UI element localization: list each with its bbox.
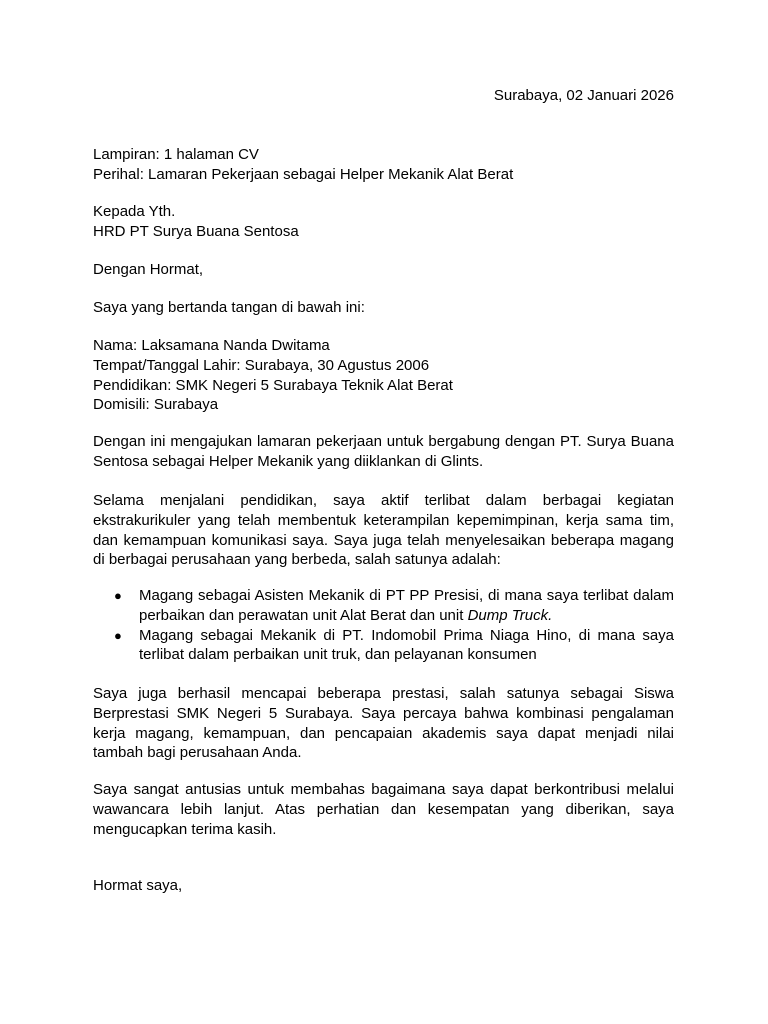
- letter-header-info: [93, 145, 674, 185]
- closing-signoff: Hormat saya,: [93, 877, 183, 894]
- intro-line: Saya yang bertanda tangan di bawah ini:: [93, 299, 365, 316]
- recipient-name: HRD PT Surya Buana Sentosa: [93, 222, 299, 240]
- letter-date: Surabaya, 02 Januari 2026: [493, 87, 674, 104]
- lampiran-line: Lampiran: 1 halaman CV: [93, 146, 259, 163]
- identity-domisili: Domisili: Surabaya: [93, 396, 219, 414]
- paragraph-application: Dengan ini mengajukan lamaran pekerjaan untuk bergabung dengan PT. Surya Buana Sentosa sebagai Helper Mekanik yang diiklankan di Glints.: [93, 433, 674, 470]
- identity-ttl: Tempat/Tanggal Lahir: Surabaya, 30 Agustus 2006: [93, 356, 430, 374]
- list-item: [93, 586, 674, 626]
- recipient-block: [93, 202, 674, 242]
- paragraph-achievement: Saya juga berhasil mencapai beberapa prestasi, salah satunya sebagai Siswa Berprestasi SMK Negeri 5 Surabaya. Saya percaya bahwa kombinasi pengalaman kerja magang, kemampuan, dan pencapaian akademis saya dapat menjadi nilai tambah bagi perusahaan Anda.: [93, 685, 674, 762]
- recipient-greeting: Kepada Yth.: [93, 203, 176, 220]
- identity-block: [93, 336, 674, 415]
- list-item-emphasis: Dump Truck.: [467, 606, 553, 624]
- paragraph-experience: Selama menjalani pendidikan, saya aktif terlibat dalam berbagai kegiatan ekstrakurikuler yang telah membentuk keterampilan kepemimpinan, kerja sama tim, dan kemampuan komunikasi saya. Saya juga telah menyelesaikan beberapa magang di berbagai perusahaan yang berbeda, salah satunya adalah:: [93, 492, 674, 569]
- internship-list: [93, 586, 674, 665]
- list-item: [93, 626, 674, 666]
- bullet-icon: ●: [114, 627, 122, 643]
- identity-nama: Nama: Laksamana Nanda Dwitama: [93, 337, 330, 354]
- list-item-text: Magang sebagai Asisten Mekanik di PT PP Presisi, di mana saya terlibat dalam perbaikan dan perawatan unit Alat Berat dan unit: [139, 587, 674, 624]
- list-item-text: Magang sebagai Mekanik di PT. Indomobil Prima Niaga Hino, di mana saya terlibat dalam perbaikan unit truk, dan pelayanan konsumen: [139, 626, 674, 664]
- perihal-line: Perihal: Lamaran Pekerjaan sebagai Helper Mekanik Alat Berat: [93, 165, 514, 183]
- bullet-icon: ●: [114, 588, 122, 603]
- salutation: Dengan Hormat,: [93, 261, 204, 278]
- identity-pendidikan: Pendidikan: SMK Negeri 5 Surabaya Teknik Alat Berat: [93, 376, 453, 394]
- paragraph-closing: Saya sangat antusias untuk membahas bagaimana saya dapat berkontribusi melalui wawancara lebih lanjut. Atas perhatian dan kesempatan yang diberikan, saya mengucapkan terima kasih.: [93, 781, 674, 838]
